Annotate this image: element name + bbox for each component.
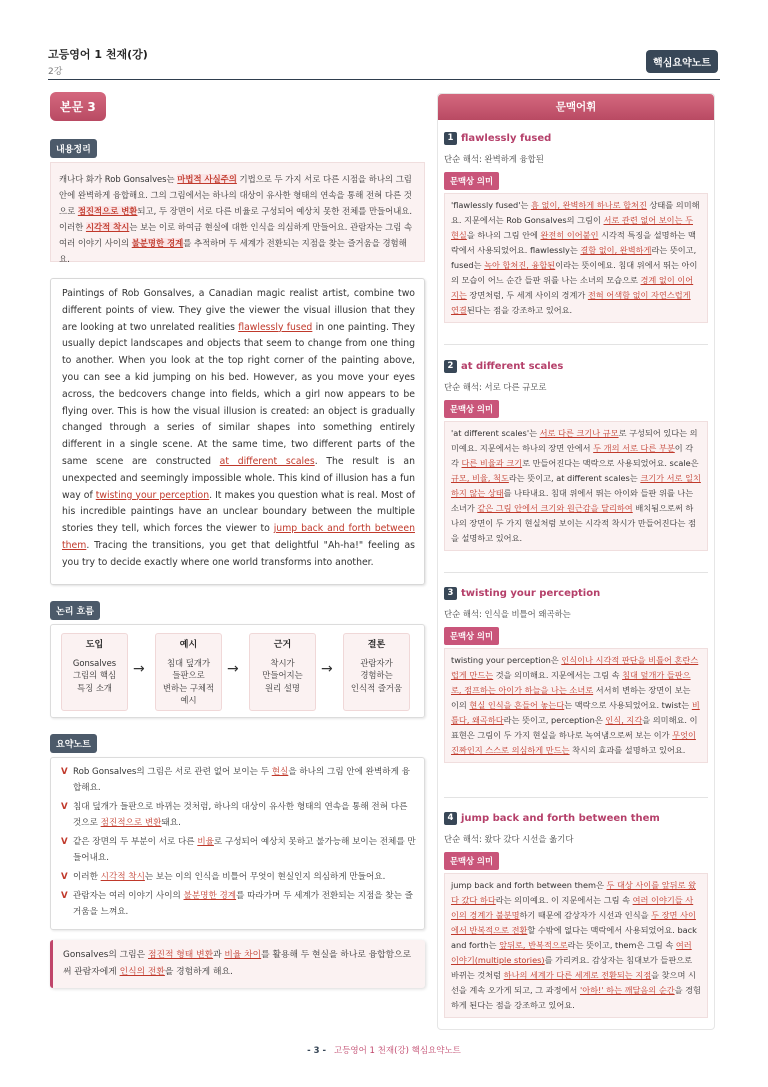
logic-flow-label: 논리 흐름 xyxy=(50,601,100,620)
note-item: V 관람자는 여러 이야기 사이의 불분명한 경계를 따라가며 두 세계가 전환되는 지점을 찾는 즐거움을 느껴요. xyxy=(61,888,416,920)
book-title: 고등영어 1 천재(강) xyxy=(48,48,148,61)
content-summary-box: 캐나다 화가 Rob Gonsalves는 마법적 사실주의 기법으로 두 가지 서로 다른 시점을 하나의 그림 안에 완벽하게 융합해요. 그의 그림에서는 하나의 대상이 유사한 형태의 연속을 통해 전혀 다른 것으로 점진적으로 변환되고, 두 장면이 서로 다른 비율로 구성되어 예상치 못한 전체를 만들어내요. 이러한 시각적 착시는 보는 이로 하여금 현실에 대한 인식을 의심하게 만들어요. 관람자는 그림 속 여러 이야기 사이의 불분명한 경계를 추적하며 두 세계가 전환되는 지점을 찾는 즐거움을 경험해요. xyxy=(50,162,425,262)
context-meaning-label: 문맥상 의미 xyxy=(444,400,499,418)
vocab-highlight: flawlessly fused xyxy=(238,321,313,333)
flow-step-example: 예시 침대 덮개가 들판으로 변하는 구체적 예시 xyxy=(155,633,222,711)
check-v-icon: V xyxy=(61,802,68,812)
vocab-highlight: at different scales xyxy=(219,455,315,467)
keyword: 불분명한 경계 xyxy=(131,238,184,248)
keyword: 마법적 사실주의 xyxy=(177,174,237,184)
vocab-term: jump back and forth between them xyxy=(461,813,660,824)
left-column xyxy=(50,92,425,988)
context-meaning-box: 'at different scales'는 서로 다른 크기나 규모로 구성되어 있다는 의미예요. 지문에서는 하나의 장면 안에서 두 개의 서로 다른 부분이 각각 다른 비율과 크기로 만들어진다는 맥락으로 사용되었어요. scale은 규모, 비율, 척도라는 뜻이고, at different scales는 크기가 서로 일치하지 않는 상태를 나타내요. 침대 위에서 뛰는 아이와 들판 위를 나는 소녀가 같은 그림 안에서 크기와 원근감을 달리하여 배치됨으로써 하나의 장면이 두 가지 현실처럼 보이는 시각적 착시가 만들어진다는 점을 설명하고 있어요. xyxy=(444,421,708,551)
context-meaning-label: 문맥상 의미 xyxy=(444,627,499,645)
flow-step-reason: 근거 착시가 만들어지는 원리 설명 xyxy=(249,633,316,711)
vocab-item xyxy=(444,128,708,323)
page-footer xyxy=(0,1044,768,1056)
vocab-simple-meaning: 단순 해석: 완벽하게 융합된 xyxy=(444,154,544,164)
note-item: V 같은 장면의 두 부분이 서로 다른 비율로 구성되어 예상치 못하고 불가능해 보이는 전체를 만들어내요. xyxy=(61,834,416,866)
check-v-icon: V xyxy=(61,891,68,901)
context-meaning-label: 문맥상 의미 xyxy=(444,852,499,870)
conclusion-box: Gonsalves의 그림은 점진적 형태 변환과 비율 차이를 활용해 두 현실을 하나로 융합함으로써 관람자에게 인식의 전환을 경험하게 해요. xyxy=(50,940,425,988)
check-v-icon: V xyxy=(61,872,68,882)
divider xyxy=(444,797,708,798)
vocab-highlight: twisting your perception xyxy=(95,489,210,501)
lesson-number: 2강 xyxy=(48,67,63,77)
vocab-highlight: jump back and forth between them xyxy=(62,523,415,551)
vocab-term: at different scales xyxy=(461,361,564,372)
summary-notes-label: 요약노트 xyxy=(50,734,97,753)
content-summary-label: 내용정리 xyxy=(50,139,97,158)
logic-flow xyxy=(50,624,425,718)
arrow-right-icon: → xyxy=(227,661,239,677)
arrow-right-icon: → xyxy=(133,661,145,677)
context-meaning-box: 'flawlessly fused'는 흠 없이, 완벽하게 하나로 합쳐진 상태를 의미해요. 지문에서는 Rob Gonsalves의 그림이 서로 관련 없어 보이는 두 현실을 하나의 그림 안에 완전히 이어붙인 시각적 특징을 설명하는 맥락에서 사용되었어요. flawlessly는 결함 없이, 완벽하게라는 뜻이고, fused는 녹아 합쳐진, 융합된이라는 뜻이에요. 침대 위에서 뛰는 아이의 모습이 어느 순간 들판 위를 나는 소녀의 모습으로 경계 없이 이어지는 장면처럼, 두 세계 사이의 경계가 전혀 어색함 없이 자연스럽게 연결된다는 점을 강조하고 있어요. xyxy=(444,193,708,323)
check-v-icon: V xyxy=(61,767,68,777)
context-meaning-box: jump back and forth between them은 두 대상 사이를 앞뒤로 왔다 갔다 하다라는 의미예요. 이 지문에서는 그림 속 여러 이야기들 사이의 경계가 불분명하기 때문에 감상자가 시선과 인식을 두 장면 사이에서 반복적으로 전환할 수밖에 없다는 맥락에서 사용되었어요. back and forth는 앞뒤로, 반복적으로라는 뜻이고, them은 그림 속 여러 이야기(multiple stories)를 가리켜요. 감상자는 침대보가 들판으로 바뀌는 것처럼 하나의 세계가 다른 세계로 전환되는 지점을 찾으며 시선을 계속 오가게 되고, 그 과정에서 '아하!' 하는 깨달음의 순간을 경험하게 된다는 점을 강조하고 있어요. xyxy=(444,873,708,1018)
vocab-simple-meaning: 단순 해석: 인식을 비틀어 왜곡하는 xyxy=(444,609,571,619)
vocab-number: 4 xyxy=(444,812,457,825)
keyword: 시각적 착시 xyxy=(85,222,130,232)
note-item: V Rob Gonsalves의 그림은 서로 관련 없어 보이는 두 현실을 하나의 그림 안에 완벽하게 융합해요. xyxy=(61,764,416,796)
note-item: V 침대 덮개가 들판으로 바뀌는 것처럼, 하나의 대상이 유사한 형태의 연속을 통해 전혀 다른 것으로 점진적으로 변환돼요. xyxy=(61,799,416,831)
context-vocab-panel xyxy=(437,93,715,1030)
section-tag: 본문 3 xyxy=(50,92,106,121)
vocab-simple-meaning: 단순 해석: 서로 다른 규모로 xyxy=(444,382,547,392)
vocab-number: 2 xyxy=(444,360,457,373)
summary-notes xyxy=(50,757,425,930)
vocab-term: flawlessly fused xyxy=(461,133,552,144)
flow-step-intro: 도입 Gonsalves 그림의 핵심 특징 소개 xyxy=(61,633,128,711)
check-v-icon: V xyxy=(61,837,68,847)
vocab-item xyxy=(444,808,708,1018)
divider xyxy=(444,344,708,345)
english-passage: Paintings of Rob Gonsalves, a Canadian magic realist artist, combine two different points of view. They give the viewer the visual illusion that they are looking at two unrelated realities flawlessly fused in one painting. They usually depict landscapes and objects that seem to change from one thing to another. When you look at the top right corner of the painting above, you can see a kid jumping on his bed. However, as you move your eyes across, the bedcovers change into fields, which a girl now appears to be flying over. This is how the visual illusion is created: an object is gradually changed through a series of similar shapes into something entirely different in a single scene. At the same time, two different parts of the same scene are constructed at different scales. The result is an unexpected and seemingly impossible whole. This kind of illusion has a fun way of twisting your perception. It makes you question what is real. Most of his incredible paintings have an unclear boundary between the multiple stories they tell, which forces the viewer to jump back and forth between them. Tracing the transitions, you get that delightful "Ah-ha!" feeling as you try to decide exactly where one world transforms into another. xyxy=(50,278,425,585)
page-number: - 3 - xyxy=(307,1046,326,1056)
vocab-item xyxy=(444,356,708,551)
note-item: V 이러한 시각적 착시는 보는 이의 인식을 비틀어 무엇이 현실인지 의심하게 만들어요. xyxy=(61,869,416,885)
vocab-simple-meaning: 단순 해석: 왔다 갔다 시선을 옮기다 xyxy=(444,834,574,844)
page-header xyxy=(48,44,720,80)
notes-badge: 핵심요약노트 xyxy=(646,50,718,73)
context-meaning-box: twisting your perception은 인식이나 시각적 판단을 비틀어 혼란스럽게 만드는 것을 의미해요. 지문에서는 그림 속 침대 덮개가 들판으로, 점프하는 아이가 하늘을 나는 소녀로 서서히 변하는 장면이 보는 이의 현실 인식을 흔들어 놓는다는 맥락으로 사용되었어요. twist는 비틀다, 왜곡하다라는 뜻이고, perception은 인식, 지각을 의미해요. 이 표현은 그림이 두 가지 현실을 하나로 녹여냄으로써 보는 이가 무엇이 진짜인지 스스로 의심하게 만드는 착시의 효과를 설명하고 있어요. xyxy=(444,648,708,763)
vocab-number: 1 xyxy=(444,132,457,145)
footer-text: 고등영어 1 천재(강) 핵심요약노트 xyxy=(334,1046,461,1056)
vocab-item xyxy=(444,583,708,763)
vocab-term: twisting your perception xyxy=(461,588,601,599)
arrow-right-icon: → xyxy=(321,661,333,677)
context-meaning-label: 문맥상 의미 xyxy=(444,172,499,190)
vocab-number: 3 xyxy=(444,587,457,600)
flow-step-conclusion: 결론 관람자가 경험하는 인식적 즐거움 xyxy=(343,633,410,711)
divider xyxy=(444,572,708,573)
keyword: 점진적으로 변환 xyxy=(77,206,138,216)
context-vocab-title: 문맥어휘 xyxy=(438,94,714,120)
